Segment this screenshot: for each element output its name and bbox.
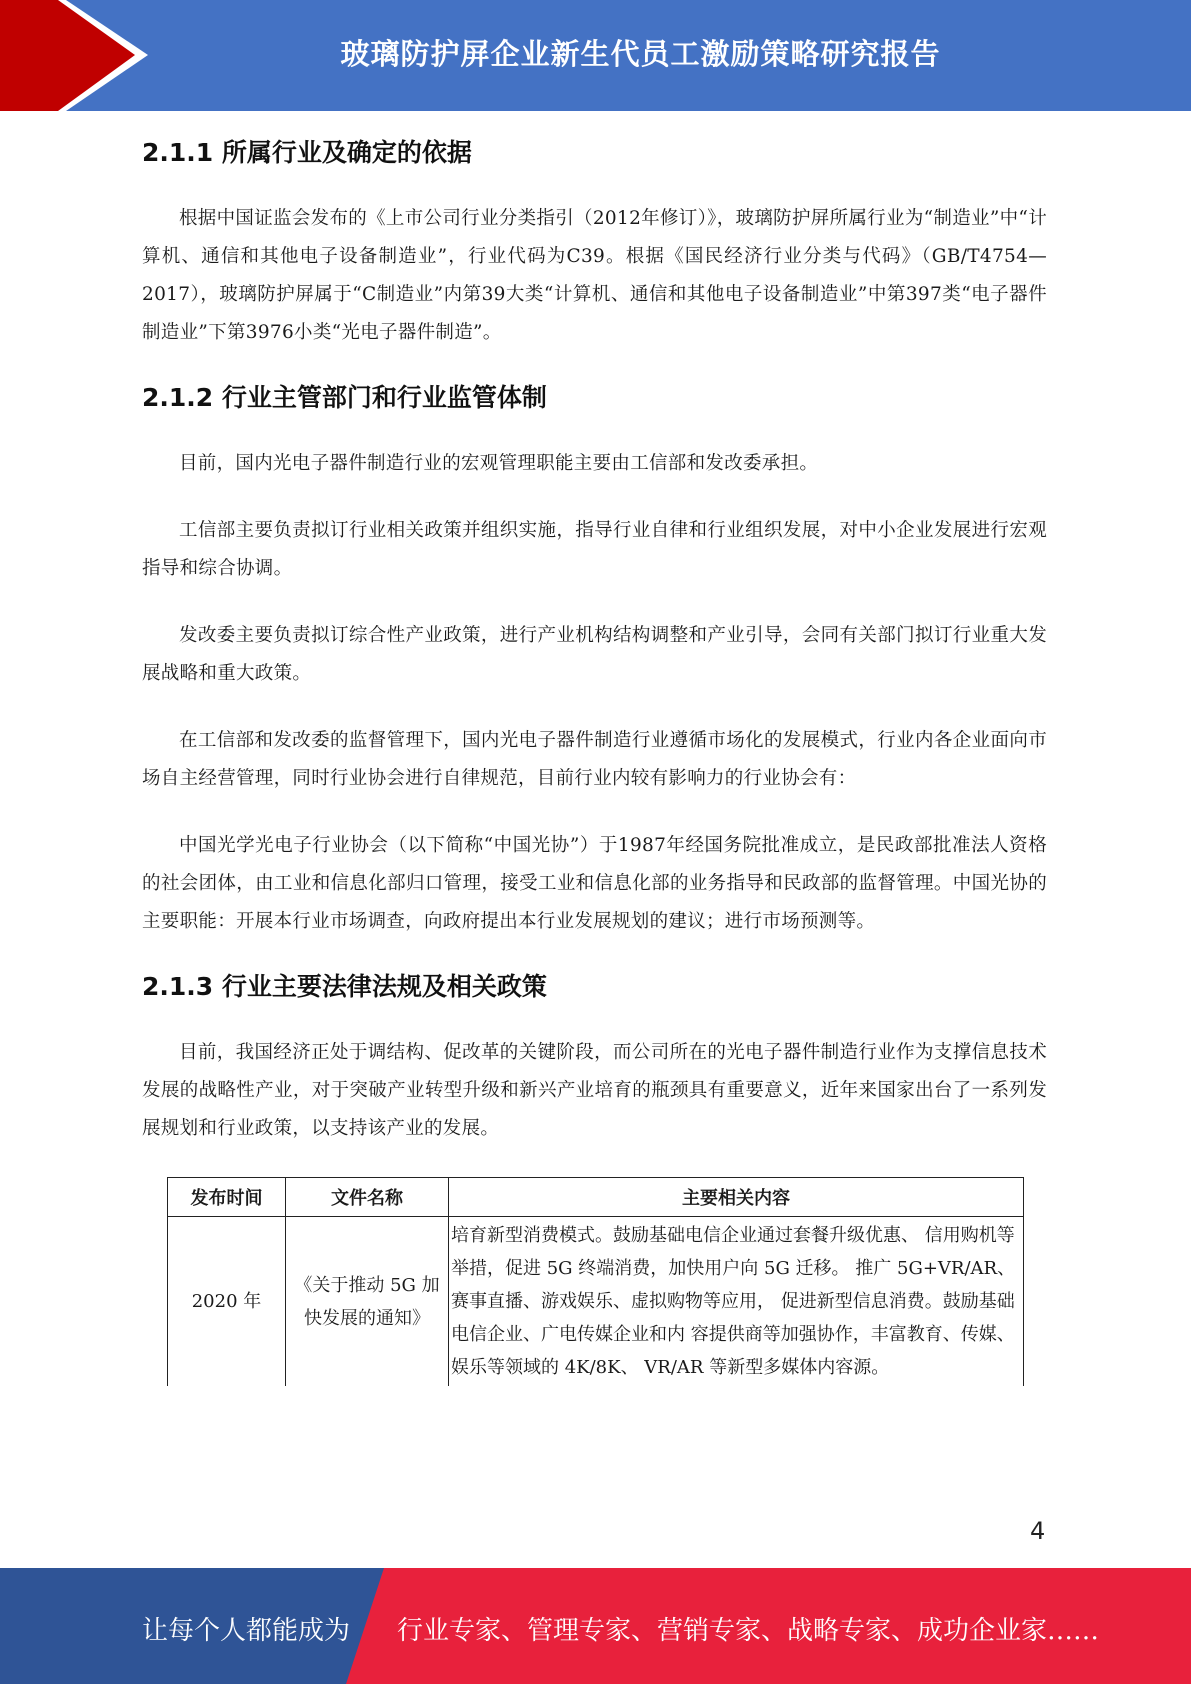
table-row <box>168 1217 1024 1387</box>
document-body <box>142 122 1047 1386</box>
report-title: 玻璃防护屏企业新生代员工激励策略研究报告 <box>340 36 941 71</box>
cell-content: 培育新型消费模式。鼓励基础电信企业通过套餐升级优惠、 信用购机等举措，促进 5G 终端消费，加快用户向 5G 迁移。 推广 5G+VR/AR、赛事直播、游戏娱乐、虚拟购物等应用， 促进新型信息消费。鼓励基础电信企业、广电传媒企业和内 容提供商等加强协作，丰富教育、传媒、娱乐等领域的 4K/8K、 VR/AR 等新型多媒体内容源。 <box>449 1217 1024 1387</box>
section-heading: 2.1.3 行业主要法律法规及相关政策 <box>142 972 547 1001</box>
paragraph: 根据中国证监会发布的《上市公司行业分类指引（2012年修订）》，玻璃防护屏所属行业为“制造业”中“计算机、通信和其他电子设备制造业”，行业代码为C39。根据《国民经济行业分类与代码》（GB/T4754—2017），玻璃防护屏属于“C制造业”内第39大类“计算机、通信和其他电子设备制造业”中第397类“电子器件制造业”下第3976小类“光电子器件制造”。 <box>142 208 1047 343</box>
page-number: 4 <box>1030 1517 1046 1545</box>
table-header-row <box>168 1178 1024 1217</box>
paragraph: 目前，国内光电子器件制造行业的宏观管理职能主要由工信部和发改委承担。 <box>179 453 819 474</box>
paragraph: 在工信部和发改委的监督管理下，国内光电子器件制造行业遵循市场化的发展模式，行业内各企业面向市场自主经营管理，同时行业协会进行自律规范，目前行业内较有影响力的行业协会有： <box>142 730 1047 789</box>
paragraph: 目前，我国经济正处于调结构、促改革的关键阶段，而公司所在的光电子器件制造行业作为支撑信息技术发展的战略性产业，对于突破产业转型升级和新兴产业培育的瓶颈具有重要意义，近年来国家出台了一系列发展规划和行业政策，以支持该产业的发展。 <box>142 1042 1047 1139</box>
column-header-document: 文件名称 <box>286 1178 449 1217</box>
paragraph: 发改委主要负责拟订综合性产业政策，进行产业机构结构调整和产业引导，会同有关部门拟订行业重大发展战略和重大政策。 <box>142 625 1047 684</box>
footer-slogan-left: 让每个人都能成为 <box>142 1616 351 1646</box>
column-header-content: 主要相关内容 <box>449 1178 1024 1217</box>
section-heading: 2.1.2 行业主管部门和行业监管体制 <box>142 383 547 412</box>
page-header <box>0 0 1191 111</box>
cell-document: 《关于推动 5G 加快发展的通知》 <box>286 1217 449 1387</box>
policy-table <box>167 1177 1024 1386</box>
page-footer <box>0 1568 1191 1684</box>
column-header-date: 发布时间 <box>168 1178 286 1217</box>
footer-slogan-right: 行业专家、管理专家、营销专家、战略专家、成功企业家…… <box>397 1616 1100 1646</box>
paragraph: 中国光学光电子行业协会（以下简称“中国光协”）于1987年经国务院批准成立，是民政部批准法人资格的社会团体，由工业和信息化部归口管理，接受工业和信息化部的业务指导和民政部的监督管理。中国光协的主要职能：开展本行业市场调查，向政府提出本行业发展规划的建议；进行市场预测等。 <box>142 835 1047 932</box>
cell-date: 2020 年 <box>168 1217 286 1387</box>
paragraph: 工信部主要负责拟订行业相关政策并组织实施，指导行业自律和行业组织发展，对中小企业发展进行宏观指导和综合协调。 <box>142 520 1047 579</box>
header-chevron-decoration <box>0 0 160 111</box>
section-heading: 2.1.1 所属行业及确定的依据 <box>142 138 472 167</box>
